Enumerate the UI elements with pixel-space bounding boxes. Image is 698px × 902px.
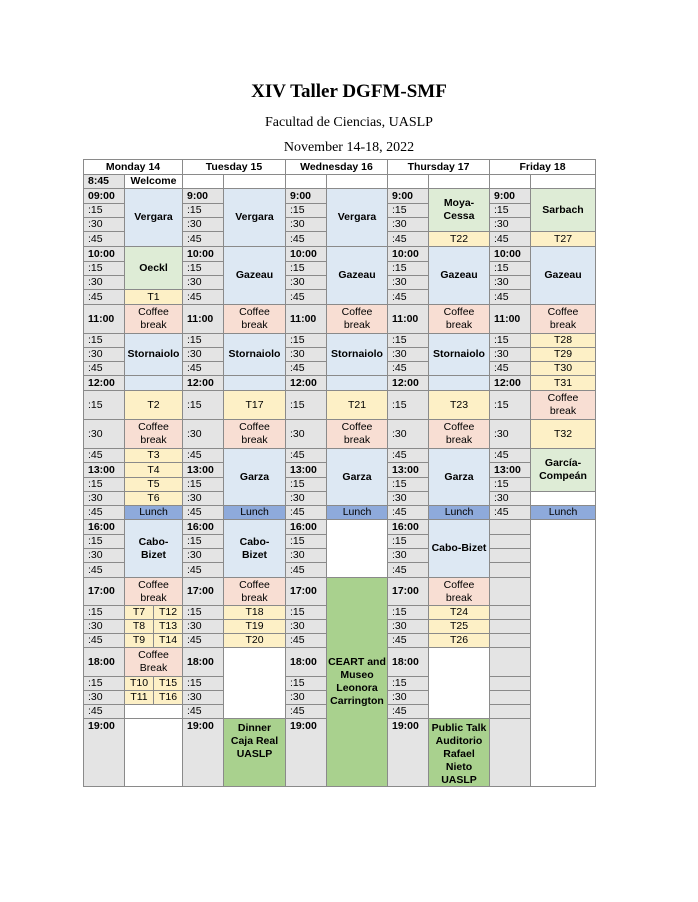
time-slot: :45 [285, 231, 327, 247]
time-slot [489, 562, 531, 578]
short-talk-pair [124, 676, 183, 691]
session-block: Gazeau [326, 246, 388, 305]
empty-cell [489, 174, 531, 189]
time-slot: :30 [83, 347, 125, 362]
time-slot: 13:00 [387, 462, 429, 478]
social-event: Public Talk Auditorio Rafael Nieto UASLP [428, 718, 490, 787]
time-slot [489, 647, 531, 677]
time-slot: :15 [387, 333, 429, 348]
lunch-break: Lunch [428, 505, 490, 520]
coffee-break: Coffee break [223, 419, 286, 449]
time-slot: :45 [83, 231, 125, 247]
time-slot: :30 [83, 491, 125, 506]
schedule-table [83, 159, 595, 790]
time-slot: 10:00 [387, 246, 429, 262]
time-slot [489, 718, 531, 787]
time-slot: :45 [285, 562, 327, 578]
time-slot: :15 [83, 333, 125, 348]
time-slot: :15 [489, 477, 531, 492]
time-slot: :15 [285, 534, 327, 549]
time-slot: :15 [83, 477, 125, 492]
time-slot: 11:00 [182, 304, 224, 334]
short-talk: T25 [428, 619, 490, 634]
time-slot: :45 [387, 231, 429, 247]
empty-cell [182, 174, 224, 189]
time-slot: 10:00 [83, 246, 125, 262]
day-header: Monday 14 [83, 159, 183, 175]
lunch-break: Lunch [530, 505, 596, 520]
time-slot: :45 [182, 361, 224, 376]
session-block: Oeckl [124, 246, 183, 290]
day-header: Thursday 17 [387, 159, 490, 175]
time-slot: :30 [182, 275, 224, 290]
short-talk: T3 [124, 448, 183, 463]
lunch-break: Lunch [124, 505, 183, 520]
time-slot: :15 [285, 676, 327, 691]
time-slot: :45 [182, 231, 224, 247]
coffee-break: Coffee break [124, 304, 183, 334]
time-slot: :45 [387, 505, 429, 520]
short-talk: T10 [125, 677, 154, 690]
short-talk: T12 [158, 606, 178, 618]
time-slot: :15 [182, 390, 224, 420]
short-talk: T16 [158, 691, 178, 703]
time-slot: :30 [83, 690, 125, 705]
time-slot [489, 605, 531, 620]
short-talk: T6 [124, 491, 183, 506]
time-slot: :15 [387, 390, 429, 420]
time-slot: :45 [285, 448, 327, 463]
empty-cell [530, 519, 596, 787]
time-slot: 16:00 [285, 519, 327, 535]
time-slot: :30 [83, 619, 125, 634]
time-slot: :30 [489, 347, 531, 362]
time-slot: :45 [182, 448, 224, 463]
session-block [428, 375, 490, 391]
time-slot: :30 [387, 347, 429, 362]
short-talk: T9 [125, 634, 154, 647]
time-slot: :45 [182, 505, 224, 520]
session-block: Stornaiolo [326, 333, 388, 376]
time-slot: 11:00 [489, 304, 531, 334]
time-slot: :15 [182, 605, 224, 620]
time-slot: :15 [182, 261, 224, 276]
time-slot: :30 [489, 217, 531, 232]
time-slot: :30 [387, 419, 429, 449]
time-slot: :15 [83, 390, 125, 420]
coffee-break: Coffee break [530, 390, 596, 420]
time-slot: :45 [489, 505, 531, 520]
time-slot: :30 [285, 491, 327, 506]
time-slot: :30 [182, 217, 224, 232]
time-slot: 16:00 [182, 519, 224, 535]
short-talk: T2 [124, 390, 183, 420]
short-talk: T18 [223, 605, 286, 620]
time-slot: :30 [182, 548, 224, 563]
short-talk: T28 [530, 333, 596, 348]
time-slot: :45 [285, 289, 327, 305]
short-talk: T14 [158, 634, 178, 646]
session-block: Vergara [326, 188, 388, 247]
day-header: Friday 18 [489, 159, 596, 175]
time-slot: :30 [387, 690, 429, 705]
short-talk: T17 [223, 390, 286, 420]
time-slot: 11:00 [387, 304, 429, 334]
empty-cell [124, 718, 183, 787]
short-talk: T26 [428, 633, 490, 648]
session-block: Garza [223, 448, 286, 506]
short-talk: T29 [530, 347, 596, 362]
coffee-break: Coffee break [326, 419, 388, 449]
time-slot: :45 [83, 633, 125, 648]
time-slot: :30 [387, 275, 429, 290]
session-block: Welcome [124, 174, 183, 189]
session-block [124, 375, 183, 391]
session-block: Vergara [124, 188, 183, 247]
session-block: Garza [428, 448, 490, 506]
time-slot [489, 690, 531, 705]
session-block: Cabo- Bizet [223, 519, 286, 578]
time-slot: :15 [489, 390, 531, 420]
time-slot: 19:00 [285, 718, 327, 787]
time-slot: :30 [182, 419, 224, 449]
time-slot: 9:00 [182, 188, 224, 204]
coffee-break: Coffee break [530, 304, 596, 334]
short-talk: T27 [530, 231, 596, 247]
session-block: Sarbach [530, 188, 596, 232]
empty-cell [530, 491, 596, 506]
time-slot: :45 [387, 562, 429, 578]
coffee-break: Coffee break [428, 304, 490, 334]
short-talk: T5 [124, 477, 183, 492]
time-slot: :45 [285, 633, 327, 648]
page-subtitle: Facultad de Ciencias, UASLP [265, 115, 433, 130]
session-block: Cabo- Bizet [124, 519, 183, 578]
time-slot: 12:00 [182, 375, 224, 391]
event-dates: November 14-18, 2022 [283, 140, 415, 155]
time-slot: 13:00 [285, 462, 327, 478]
page-title: XIV Taller DGFM-SMF [251, 81, 447, 102]
time-slot: :45 [387, 361, 429, 376]
coffee-break: Coffee break [223, 577, 286, 606]
time-slot: 12:00 [83, 375, 125, 391]
time-slot: :15 [182, 477, 224, 492]
time-slot [489, 619, 531, 634]
time-slot: :15 [83, 676, 125, 691]
short-talk: T20 [223, 633, 286, 648]
time-slot: :15 [285, 333, 327, 348]
time-slot: 13:00 [489, 462, 531, 478]
time-slot: 17:00 [387, 577, 429, 606]
time-slot: :45 [83, 505, 125, 520]
lunch-break: Lunch [326, 505, 388, 520]
day-header: Wednesday 16 [285, 159, 388, 175]
time-slot: 10:00 [285, 246, 327, 262]
short-talk: T19 [223, 619, 286, 634]
session-block: Garza [326, 448, 388, 506]
short-talk-pair [124, 605, 183, 620]
time-slot: :45 [285, 704, 327, 719]
session-block: Gazeau [530, 246, 596, 305]
time-slot: :15 [387, 203, 429, 218]
short-talk: T22 [428, 231, 490, 247]
social-event: Dinner Caja Real UASLP [223, 718, 286, 787]
short-talk: T21 [326, 390, 388, 420]
time-slot: :15 [489, 261, 531, 276]
empty-cell [223, 174, 286, 189]
time-slot: :15 [489, 333, 531, 348]
empty-cell [326, 174, 388, 189]
time-slot: :45 [285, 505, 327, 520]
time-slot: 12:00 [285, 375, 327, 391]
time-slot: :15 [83, 534, 125, 549]
time-slot: :30 [489, 419, 531, 449]
time-slot: 19:00 [387, 718, 429, 787]
time-slot: :45 [83, 704, 125, 719]
time-slot: :15 [83, 261, 125, 276]
time-slot: 9:00 [489, 188, 531, 204]
time-slot: :30 [182, 491, 224, 506]
time-slot [489, 633, 531, 648]
time-slot [489, 577, 531, 606]
time-slot: :15 [83, 605, 125, 620]
time-slot: :30 [285, 217, 327, 232]
short-talk: T11 [125, 691, 154, 704]
time-slot: :30 [285, 619, 327, 634]
empty-cell [387, 174, 429, 189]
time-slot: :45 [83, 289, 125, 305]
time-slot: :30 [83, 217, 125, 232]
time-slot: :15 [182, 534, 224, 549]
time-slot: :15 [489, 203, 531, 218]
session-block [326, 375, 388, 391]
time-slot: :15 [285, 390, 327, 420]
time-slot: :30 [387, 619, 429, 634]
time-slot: :45 [489, 231, 531, 247]
time-slot: :45 [182, 562, 224, 578]
coffee-break: Coffee Break [124, 647, 183, 677]
time-slot: 19:00 [182, 718, 224, 787]
time-slot: :45 [83, 361, 125, 376]
time-slot: :30 [285, 419, 327, 449]
time-slot: :15 [387, 477, 429, 492]
short-talk: T1 [124, 289, 183, 305]
lunch-break: Lunch [223, 505, 286, 520]
time-slot: :30 [285, 690, 327, 705]
empty-cell [428, 174, 490, 189]
time-slot: :30 [285, 275, 327, 290]
time-slot: 10:00 [489, 246, 531, 262]
time-slot: 18:00 [387, 647, 429, 677]
session-block: Stornaiolo [124, 333, 183, 376]
time-slot: :45 [182, 289, 224, 305]
time-slot: 13:00 [182, 462, 224, 478]
time-slot: :15 [387, 676, 429, 691]
time-slot: :45 [387, 448, 429, 463]
time-slot: :15 [285, 203, 327, 218]
time-slot: :15 [83, 203, 125, 218]
time-slot: 17:00 [182, 577, 224, 606]
time-slot: :15 [285, 261, 327, 276]
time-slot: :45 [387, 633, 429, 648]
time-slot: :45 [285, 361, 327, 376]
time-slot: :30 [489, 275, 531, 290]
empty-cell [326, 519, 388, 578]
time-slot [489, 548, 531, 563]
time-slot: :15 [387, 261, 429, 276]
short-talk: T7 [125, 606, 154, 619]
time-slot: :15 [182, 333, 224, 348]
short-talk: T15 [158, 677, 178, 689]
short-talk: T23 [428, 390, 490, 420]
time-slot: 18:00 [83, 647, 125, 677]
time-slot: 8:45 [83, 174, 125, 189]
short-talk: T32 [530, 419, 596, 449]
empty-cell [124, 704, 183, 719]
coffee-break: Coffee break [428, 577, 490, 606]
time-slot: :45 [83, 448, 125, 463]
time-slot: :30 [387, 491, 429, 506]
short-talk: T4 [124, 462, 183, 478]
time-slot [489, 534, 531, 549]
short-talk-pair [124, 633, 183, 648]
time-slot [489, 704, 531, 719]
time-slot: :30 [387, 548, 429, 563]
time-slot: :30 [182, 619, 224, 634]
time-slot: :45 [387, 704, 429, 719]
time-slot: :30 [387, 217, 429, 232]
time-slot: :30 [285, 548, 327, 563]
time-slot: :30 [83, 275, 125, 290]
time-slot: 19:00 [83, 718, 125, 787]
time-slot: 11:00 [83, 304, 125, 334]
time-slot: 18:00 [182, 647, 224, 677]
empty-cell [530, 174, 596, 189]
short-talk: T31 [530, 375, 596, 391]
session-block: Gazeau [223, 246, 286, 305]
social-event: CEART and Museo Leonora Carrington [326, 577, 388, 787]
time-slot: :45 [387, 289, 429, 305]
time-slot: 17:00 [83, 577, 125, 606]
session-block: Vergara [223, 188, 286, 247]
session-block: Gazeau [428, 246, 490, 305]
time-slot: 9:00 [387, 188, 429, 204]
coffee-break: Coffee break [124, 419, 183, 449]
time-slot: :15 [285, 605, 327, 620]
session-block: Stornaiolo [428, 333, 490, 376]
time-slot [489, 519, 531, 535]
time-slot: :30 [83, 548, 125, 563]
time-slot: :15 [285, 477, 327, 492]
time-slot: 16:00 [83, 519, 125, 535]
time-slot: 11:00 [285, 304, 327, 334]
short-talk: T8 [125, 620, 154, 633]
empty-cell [223, 647, 286, 719]
time-slot: 18:00 [285, 647, 327, 677]
time-slot: 16:00 [387, 519, 429, 535]
coffee-break: Coffee break [223, 304, 286, 334]
time-slot: :30 [182, 690, 224, 705]
short-talk: T24 [428, 605, 490, 620]
time-slot: :45 [489, 448, 531, 463]
session-block: Moya- Cessa [428, 188, 490, 232]
time-slot: :45 [182, 704, 224, 719]
time-slot: :45 [489, 289, 531, 305]
time-slot: :30 [489, 491, 531, 506]
time-slot: :45 [83, 562, 125, 578]
empty-cell [285, 174, 327, 189]
session-block: Stornaiolo [223, 333, 286, 376]
time-slot: :30 [285, 347, 327, 362]
short-talk: T13 [158, 620, 178, 632]
time-slot: 13:00 [83, 462, 125, 478]
coffee-break: Coffee break [326, 304, 388, 334]
time-slot: :30 [83, 419, 125, 449]
coffee-break: Coffee break [428, 419, 490, 449]
time-slot: :15 [387, 605, 429, 620]
time-slot: 10:00 [182, 246, 224, 262]
empty-cell [428, 647, 490, 719]
time-slot: :30 [182, 347, 224, 362]
time-slot: :45 [182, 633, 224, 648]
session-block: García- Compeán [530, 448, 596, 492]
time-slot: 09:00 [83, 188, 125, 204]
time-slot: 12:00 [489, 375, 531, 391]
session-block [223, 375, 286, 391]
time-slot: :15 [182, 203, 224, 218]
time-slot [489, 676, 531, 691]
short-talk: T30 [530, 361, 596, 376]
session-block: Cabo-Bizet [428, 519, 490, 578]
short-talk-pair [124, 690, 183, 705]
time-slot: 17:00 [285, 577, 327, 606]
time-slot: :45 [489, 361, 531, 376]
time-slot: 9:00 [285, 188, 327, 204]
day-header: Tuesday 15 [182, 159, 286, 175]
time-slot: :15 [182, 676, 224, 691]
short-talk-pair [124, 619, 183, 634]
time-slot: :15 [387, 534, 429, 549]
time-slot: 12:00 [387, 375, 429, 391]
coffee-break: Coffee break [124, 577, 183, 606]
